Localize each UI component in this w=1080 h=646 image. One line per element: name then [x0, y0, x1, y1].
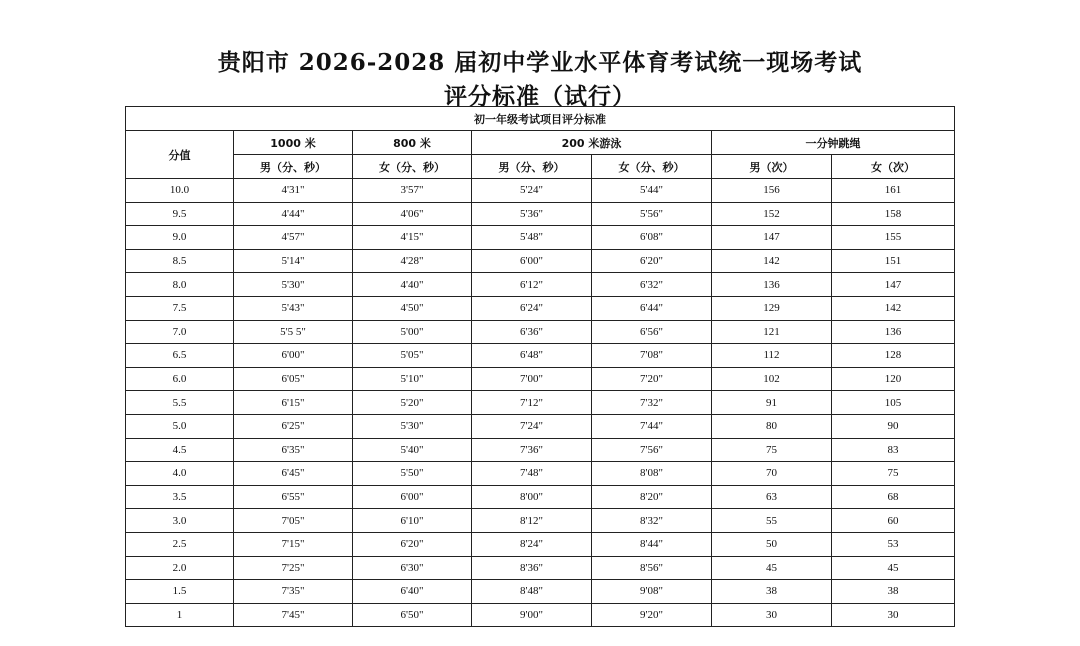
swim-female-cell: 8'32"	[592, 509, 712, 533]
1000m-male-cell: 6'15"	[234, 391, 353, 415]
table-row	[126, 603, 955, 627]
800m-female-cell: 4'15"	[353, 226, 472, 250]
swim-female-cell: 5'44"	[592, 179, 712, 203]
swim-male-cell: 6'12"	[472, 273, 592, 297]
800m-female-cell: 6'10"	[353, 509, 472, 533]
table-row	[126, 344, 955, 368]
800m-female-cell: 6'20"	[353, 532, 472, 556]
swim-male-cell: 8'00"	[472, 485, 592, 509]
rope-female-cell: 147	[832, 273, 955, 297]
rope-male-cell: 75	[712, 438, 832, 462]
1000m-male-cell: 7'15"	[234, 532, 353, 556]
subheader-800m-female: 女（分、秒）	[353, 155, 472, 179]
swim-male-cell: 7'00"	[472, 367, 592, 391]
swim-male-cell: 9'00"	[472, 603, 592, 627]
rope-female-cell: 90	[832, 414, 955, 438]
score-cell: 8.5	[126, 249, 234, 273]
1000m-male-cell: 7'35"	[234, 580, 353, 604]
rope-male-cell: 63	[712, 485, 832, 509]
table-caption: 初一年级考试项目评分标准	[126, 107, 955, 131]
rope-female-cell: 142	[832, 296, 955, 320]
score-cell: 2.0	[126, 556, 234, 580]
swim-male-cell: 6'24"	[472, 296, 592, 320]
table-row	[126, 532, 955, 556]
swim-female-cell: 9'08"	[592, 580, 712, 604]
800m-female-cell: 4'40"	[353, 273, 472, 297]
800m-female-cell: 5'00"	[353, 320, 472, 344]
group-header-800m: 800 米	[353, 131, 472, 155]
swim-male-cell: 6'00"	[472, 249, 592, 273]
table-row	[126, 296, 955, 320]
swim-female-cell: 8'20"	[592, 485, 712, 509]
swim-female-cell: 7'20"	[592, 367, 712, 391]
swim-male-cell: 8'12"	[472, 509, 592, 533]
rope-female-cell: 136	[832, 320, 955, 344]
score-cell: 9.0	[126, 226, 234, 250]
swim-male-cell: 5'48"	[472, 226, 592, 250]
score-header: 分值	[126, 131, 234, 179]
table-row	[126, 414, 955, 438]
swim-female-cell: 8'44"	[592, 532, 712, 556]
swim-male-cell: 8'36"	[472, 556, 592, 580]
rope-male-cell: 147	[712, 226, 832, 250]
800m-female-cell: 5'20"	[353, 391, 472, 415]
rope-female-cell: 68	[832, 485, 955, 509]
score-cell: 6.0	[126, 367, 234, 391]
rope-male-cell: 55	[712, 509, 832, 533]
table-row	[126, 509, 955, 533]
800m-female-cell: 5'50"	[353, 462, 472, 486]
1000m-male-cell: 5'14"	[234, 249, 353, 273]
800m-female-cell: 5'40"	[353, 438, 472, 462]
score-cell: 5.5	[126, 391, 234, 415]
rope-female-cell: 155	[832, 226, 955, 250]
swim-male-cell: 7'36"	[472, 438, 592, 462]
score-cell: 3.5	[126, 485, 234, 509]
swim-female-cell: 8'08"	[592, 462, 712, 486]
rope-male-cell: 112	[712, 344, 832, 368]
score-cell: 9.5	[126, 202, 234, 226]
rope-female-cell: 105	[832, 391, 955, 415]
rope-male-cell: 152	[712, 202, 832, 226]
group-header-200m-swim: 200 米游泳	[472, 131, 712, 155]
swim-male-cell: 5'36"	[472, 202, 592, 226]
score-cell: 10.0	[126, 179, 234, 203]
table-row	[126, 226, 955, 250]
rope-female-cell: 120	[832, 367, 955, 391]
group-header-1000m: 1000 米	[234, 131, 353, 155]
1000m-male-cell: 7'45"	[234, 603, 353, 627]
1000m-male-cell: 7'25"	[234, 556, 353, 580]
swim-female-cell: 6'56"	[592, 320, 712, 344]
rope-male-cell: 45	[712, 556, 832, 580]
1000m-male-cell: 6'35"	[234, 438, 353, 462]
rope-female-cell: 161	[832, 179, 955, 203]
score-cell: 7.5	[126, 296, 234, 320]
rope-male-cell: 142	[712, 249, 832, 273]
rope-female-cell: 38	[832, 580, 955, 604]
rope-female-cell: 53	[832, 532, 955, 556]
800m-female-cell: 4'28"	[353, 249, 472, 273]
swim-female-cell: 6'44"	[592, 296, 712, 320]
score-cell: 3.0	[126, 509, 234, 533]
rope-male-cell: 70	[712, 462, 832, 486]
scoring-table	[125, 106, 955, 627]
1000m-male-cell: 7'05"	[234, 509, 353, 533]
1000m-male-cell: 4'44"	[234, 202, 353, 226]
score-cell: 4.5	[126, 438, 234, 462]
rope-female-cell: 158	[832, 202, 955, 226]
score-cell: 4.0	[126, 462, 234, 486]
subheader-1000m-male: 男（分、秒）	[234, 155, 353, 179]
800m-female-cell: 6'50"	[353, 603, 472, 627]
subheader-rope-female: 女（次）	[832, 155, 955, 179]
rope-male-cell: 136	[712, 273, 832, 297]
table-body	[126, 179, 955, 627]
rope-female-cell: 151	[832, 249, 955, 273]
document-title: 贵阳市 2026-2028 届初中学业水平体育考试统一现场考试	[217, 49, 863, 76]
table-row	[126, 485, 955, 509]
1000m-male-cell: 6'45"	[234, 462, 353, 486]
document-subtitle: 评分标准（试行）	[444, 83, 636, 110]
800m-female-cell: 6'30"	[353, 556, 472, 580]
score-cell: 1.5	[126, 580, 234, 604]
score-cell: 6.5	[126, 344, 234, 368]
swim-female-cell: 6'20"	[592, 249, 712, 273]
800m-female-cell: 5'30"	[353, 414, 472, 438]
1000m-male-cell: 4'31"	[234, 179, 353, 203]
1000m-male-cell: 4'57"	[234, 226, 353, 250]
table-row	[126, 462, 955, 486]
swim-female-cell: 9'20"	[592, 603, 712, 627]
table-row	[126, 367, 955, 391]
swim-female-cell: 7'44"	[592, 414, 712, 438]
rope-male-cell: 121	[712, 320, 832, 344]
1000m-male-cell: 6'25"	[234, 414, 353, 438]
rope-male-cell: 30	[712, 603, 832, 627]
1000m-male-cell: 6'55"	[234, 485, 353, 509]
rope-female-cell: 83	[832, 438, 955, 462]
table-row	[126, 202, 955, 226]
rope-male-cell: 91	[712, 391, 832, 415]
1000m-male-cell: 6'00"	[234, 344, 353, 368]
rope-female-cell: 45	[832, 556, 955, 580]
800m-female-cell: 4'50"	[353, 296, 472, 320]
table-row	[126, 179, 955, 203]
swim-male-cell: 8'48"	[472, 580, 592, 604]
swim-male-cell: 7'24"	[472, 414, 592, 438]
score-cell: 2.5	[126, 532, 234, 556]
group-header-jump-rope: 一分钟跳绳	[712, 131, 955, 155]
table-row	[126, 391, 955, 415]
swim-female-cell: 6'08"	[592, 226, 712, 250]
1000m-male-cell: 5'43"	[234, 296, 353, 320]
swim-female-cell: 5'56"	[592, 202, 712, 226]
subheader-swim-male: 男（分、秒）	[472, 155, 592, 179]
800m-female-cell: 3'57"	[353, 179, 472, 203]
swim-male-cell: 7'12"	[472, 391, 592, 415]
table-row	[126, 320, 955, 344]
swim-female-cell: 7'08"	[592, 344, 712, 368]
800m-female-cell: 4'06"	[353, 202, 472, 226]
score-cell: 5.0	[126, 414, 234, 438]
swim-male-cell: 5'24"	[472, 179, 592, 203]
800m-female-cell: 5'10"	[353, 367, 472, 391]
rope-female-cell: 75	[832, 462, 955, 486]
swim-female-cell: 7'56"	[592, 438, 712, 462]
table-row	[126, 438, 955, 462]
table-row	[126, 580, 955, 604]
800m-female-cell: 6'00"	[353, 485, 472, 509]
swim-male-cell: 6'36"	[472, 320, 592, 344]
1000m-male-cell: 6'05"	[234, 367, 353, 391]
swim-female-cell: 7'32"	[592, 391, 712, 415]
1000m-male-cell: 5'30"	[234, 273, 353, 297]
rope-male-cell: 38	[712, 580, 832, 604]
score-cell: 1	[126, 603, 234, 627]
rope-male-cell: 50	[712, 532, 832, 556]
rope-male-cell: 102	[712, 367, 832, 391]
table-row	[126, 556, 955, 580]
rope-male-cell: 156	[712, 179, 832, 203]
table-row	[126, 249, 955, 273]
rope-female-cell: 128	[832, 344, 955, 368]
subheader-rope-male: 男（次）	[712, 155, 832, 179]
swim-female-cell: 6'32"	[592, 273, 712, 297]
800m-female-cell: 5'05"	[353, 344, 472, 368]
rope-female-cell: 30	[832, 603, 955, 627]
rope-male-cell: 80	[712, 414, 832, 438]
table-row	[126, 273, 955, 297]
swim-male-cell: 7'48"	[472, 462, 592, 486]
subheader-swim-female: 女（分、秒）	[592, 155, 712, 179]
swim-male-cell: 6'48"	[472, 344, 592, 368]
800m-female-cell: 6'40"	[353, 580, 472, 604]
rope-male-cell: 129	[712, 296, 832, 320]
1000m-male-cell: 5'5 5"	[234, 320, 353, 344]
score-cell: 8.0	[126, 273, 234, 297]
swim-female-cell: 8'56"	[592, 556, 712, 580]
swim-male-cell: 8'24"	[472, 532, 592, 556]
rope-female-cell: 60	[832, 509, 955, 533]
score-cell: 7.0	[126, 320, 234, 344]
